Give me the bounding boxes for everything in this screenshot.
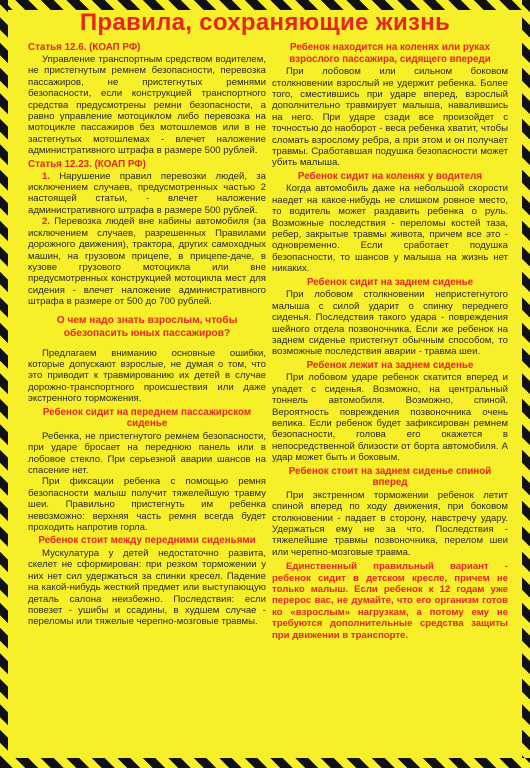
section-front-seat-title: Ребенок сидит на переднем пассажирском сиденье xyxy=(42,406,252,430)
part-2-number: 2. xyxy=(42,216,51,228)
section-standing-back-p1: При экстренном торможении ребенок летит спиной вперед по ходу движения, при боковом столкновении - падает в сторону, навстречу удару. Удержаться ему не за что. Последствия - тяжелейшие травмы позвоночника, перелом шеи или черепно-мозговые травма. xyxy=(272,489,508,558)
section-between-seats-title: Ребенок стоит между передними сиденьями xyxy=(38,535,256,547)
left-column xyxy=(28,42,266,756)
section-driver-lap-p1: Когда автомобиль даже на небольшой скорости наедет на какое-нибудь не слишком ровное место, то водитель может раздавить ребенка о руль. Возможные последствия - переломы костей таза, ребер, закрытые травмы живота, причем все это - одновременно. Если сработает подушка безопасности, то шансов у малыша на жизнь нет никаких. xyxy=(272,183,508,275)
article-12-6-text: Управление транспортным средством водителем, не пристегнутым ремнем безопасности, перевозка пассажиров, не пристегнутых ремнями безопасности, если конструкцией транспортного средства предусмотрены ремни безопасности, а равно управление мотоциклом либо перевозка на мотоцикле пассажиров без мотошлемов или в не застегнутых мотошлемах - влечет наложение административного штрафа в размере 500 рублей. xyxy=(28,54,266,157)
intro-text: Предлагаем вниманию основные ошибки, которые допускают взрослые, не думая о том, что это приводит к травмированию их детей в случае дорожно-транспортного происшествия или даже экстренного торможения. xyxy=(28,347,266,405)
section-front-seat-p1: Ребенка, не пристегнутого ремнем безопасности, при ударе бросает на переднюю панель или в лобовое стекло. При серьезной аварии шансов на спасение нет. xyxy=(28,430,266,476)
hazard-stripe-right xyxy=(522,0,530,768)
section-front-seat-p2: При фиксации ребенка с помощью ремня безопасности малыш получит тяжелейшую травму шеи. Правильно пристегнуть им ребенка невозможно: верхняя часть ремня всегда будет проходить напротив горла. xyxy=(28,476,266,533)
section-driver-lap-title: Ребенок сидит на коленях у водителя xyxy=(297,170,483,182)
hazard-stripe-bottom xyxy=(0,758,530,768)
section-back-seat-p1: При лобовом столкновении непристегнутого малыша с силой ударит о спинку переднего сиденья. Последствия такого удара - повреждения шейного отдела позвоночника. Если же ребенок на заднем сиденье пристегнут обычным способом, то возможные последствия аварии - травма шеи. xyxy=(272,289,508,358)
section-back-seat-title: Ребенок сидит на заднем сиденье xyxy=(306,276,474,288)
hazard-stripe-left xyxy=(0,0,8,768)
question-heading: О чем надо знать взрослым, чтобы обезопасить юных пассажиров? xyxy=(56,314,238,339)
section-standing-back-title: Ребенок стоит на заднем сиденье спиной вперед xyxy=(288,465,492,489)
page-title: Правила, сохраняющие жизнь xyxy=(79,9,451,36)
section-adult-lap-p1: При лобовом или сильном боковом столкновении взрослый не удержит ребенка. Более того, сместившись при ударе вперед, взрослый дополнительно травмирует малыша, навалившись на него. При ударе сзади все произойдет с точностью до наоборот - веса ребенка хватит, чтобы сломать взрослому ребра, а при этом и он получает травмы. Сработавшая подушка безопасности может убить малыша. xyxy=(272,66,508,169)
section-lying-title: Ребенок лежит на заднем сиденье xyxy=(306,359,474,371)
section-adult-lap-title: Ребенок находится на коленях или руках взрослого пассажира, сидящего впереди xyxy=(289,42,491,65)
section-between-seats-p1: Мускулатура у детей недостаточно развита, скелет не сформирован: при резком торможении у них нет сил удержаться за спинки кресел. Падение на какой-нибудь жесткий предмет или выступающую деталь салона неизбежно. Последствия: если повезет - ушибы и ссадины, в худшем случае - переломы или тяжелые черепно-мозговые травмы. xyxy=(28,548,266,628)
article-12-23-part-1 xyxy=(28,171,266,217)
article-12-23-title: Статья 12.23. (КОАП РФ) xyxy=(28,158,146,170)
right-column xyxy=(272,42,508,756)
article-12-6-title: Статья 12.6. (КОАП РФ) xyxy=(28,42,141,53)
section-lying-p1: При лобовом ударе ребенок скатится вперед и упадет с сиденья. Возможно, на центральный тоннель автомобиля. Возможно, спиной. Вероятность повреждения позвоночника очень велика. Если ребенок будет зафиксирован ремнем безопасности, голова его окажется в непосредственной близости от борта автомобиля. А удар может быть и боковым. xyxy=(272,372,508,464)
part-1-text: Нарушение правил перевозки людей, за исключением случаев, предусмотренных частью 2 настоящей статьи, - влечет наложение административного штрафа в размере 500 рублей. xyxy=(28,170,266,216)
part-1-number: 1. xyxy=(42,170,51,182)
final-recommendation: Единственный правильный вариант - ребенок сидит в детском кресле, причем не только малыш. Если ребенок к 12 годам уже перерос вас, не думайте, что его организм готов ко «взрослым» нагрузкам, а потому ему не требуются дополнительные средства защиты при движении в транспорте. xyxy=(272,561,508,641)
part-2-text: Перевозка людей вне кабины автомобиля (за исключением случаев, разрешенных Правилами дорожного движения), трактора, других самоходных машин, на грузовом прицепе, в прицепе-даче, в кузове грузового мотоцикла или вне предусмотренных конструкцией мотоцикла мест для сидения - влечет наложение административного штрафа в размере от 500 до 700 рублей. xyxy=(28,216,266,308)
article-12-23-part-2 xyxy=(28,216,266,307)
